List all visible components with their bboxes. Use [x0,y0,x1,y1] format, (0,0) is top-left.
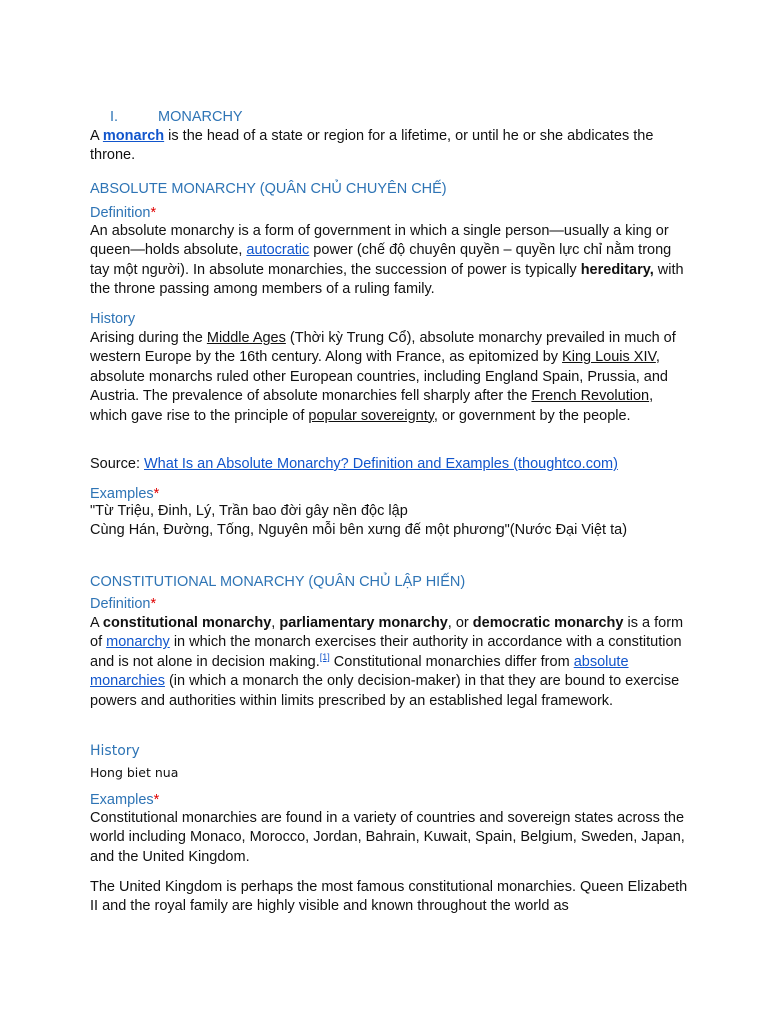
heading-monarchy [90,108,690,127]
intro-paragraph: A monarch is the head of a state or region for a lifetime, or until he or she abdicates the throne. [90,128,654,164]
autocratic-link[interactable]: autocratic [246,242,310,259]
absolute-history-label: History [90,311,136,327]
source-line: Source: What Is an Absolute Monarchy? Definition and Examples (thoughtco.com) [90,456,618,472]
absolute-examples-label: Examples* [90,486,160,502]
constitutional-examples-text: Constitutional monarchies are found in a variety of countries and sovereign states across the world including Monaco, Morocco, Jordan, Bahrain, Kuwait, Spain, Belgium, Sweden, Japan, and the United Kingdom. [90,810,685,865]
required-asterisk: * [153,792,160,808]
required-asterisk: * [150,205,157,221]
constitutional-history-label: History [90,743,140,759]
required-asterisk: * [150,596,157,612]
constitutional-examples-label: Examples* [90,792,160,808]
absolute-definition-label: Definition* [90,205,157,221]
constitutional-definition-label: Definition* [90,596,157,612]
monarchy-link[interactable]: monarchy [106,634,170,651]
french-revolution-link[interactable]: French Revolution [531,388,650,405]
required-asterisk: * [153,486,160,502]
absolute-examples-text: "Từ Triệu, Đinh, Lý, Trần bao đời gây nền độc lập Cùng Hán, Đường, Tống, Nguyên mỗi bên xưng đế một phương"(Nước Đại Việt ta) [90,503,628,539]
source-link[interactable]: What Is an Absolute Monarchy? Definition and Examples (thoughtco.com) [144,456,618,472]
middle-ages-link[interactable]: Middle Ages [206,330,286,346]
constitutional-definition-text: A constitutional monarchy, parliamentary monarchy, or democratic monarchy is a form of monarchy in which the monarch exercises their authority in accordance with a constitution and is not alone in decision making.[1] Constitutional monarchies differ from absolute monarchies (in which a monarch the only decision-maker) in that they are bound to exercise powers and authorities within limits prescribed by an established legal framework. [90,615,684,709]
absolute-history-text: Arising during the Middle Ages (Thời kỳ Trung Cổ), absolute monarchy prevailed in much of western Europe by the 16th century. Along with France, as epitomized by King Louis XIV, absolute monarchs ruled other European countries, including England Spain, Prussia, and Austria. The prevalence of absolute monarchies fell sharply after the French Revolution, which gave rise to the principle of popular sovereignty, or government by the people. [90,330,676,424]
monarch-link[interactable]: monarch [102,128,165,144]
heading-number: I. [110,109,119,125]
constitutional-monarchy-heading: CONSTITUTIONAL MONARCHY (QUÂN CHỦ LẬP HIẾN) [90,574,466,590]
popular-sovereignty-link[interactable]: popular sovereignty [308,407,434,424]
absolute-monarchies-link[interactable]: absolute monarchies [90,653,629,690]
footnote-ref-link[interactable]: [1] [319,651,330,662]
heading-title: MONARCHY [158,109,243,125]
king-louis-link[interactable]: King Louis XIV [562,349,656,366]
united-kingdom-paragraph: The United Kingdom is perhaps the most famous constitutional monarchies. Queen Elizabeth II and the royal family are highly visible and known throughout the world as [90,879,688,915]
absolute-monarchy-heading: ABSOLUTE MONARCHY (QUÂN CHỦ CHUYÊN CHẾ) [90,181,447,197]
absolute-definition-text: An absolute monarchy is a form of government in which a single person—usually a king or queen—holds absolute, autocratic power (chế độ chuyên quyền – quyền lực chỉ nằm trong tay một người). In absolute monarchies, the succession of power is typically hereditary, with the throne passing among members of a ruling family. [90,223,684,298]
constitutional-history-text: Hong biet nua [90,765,179,780]
